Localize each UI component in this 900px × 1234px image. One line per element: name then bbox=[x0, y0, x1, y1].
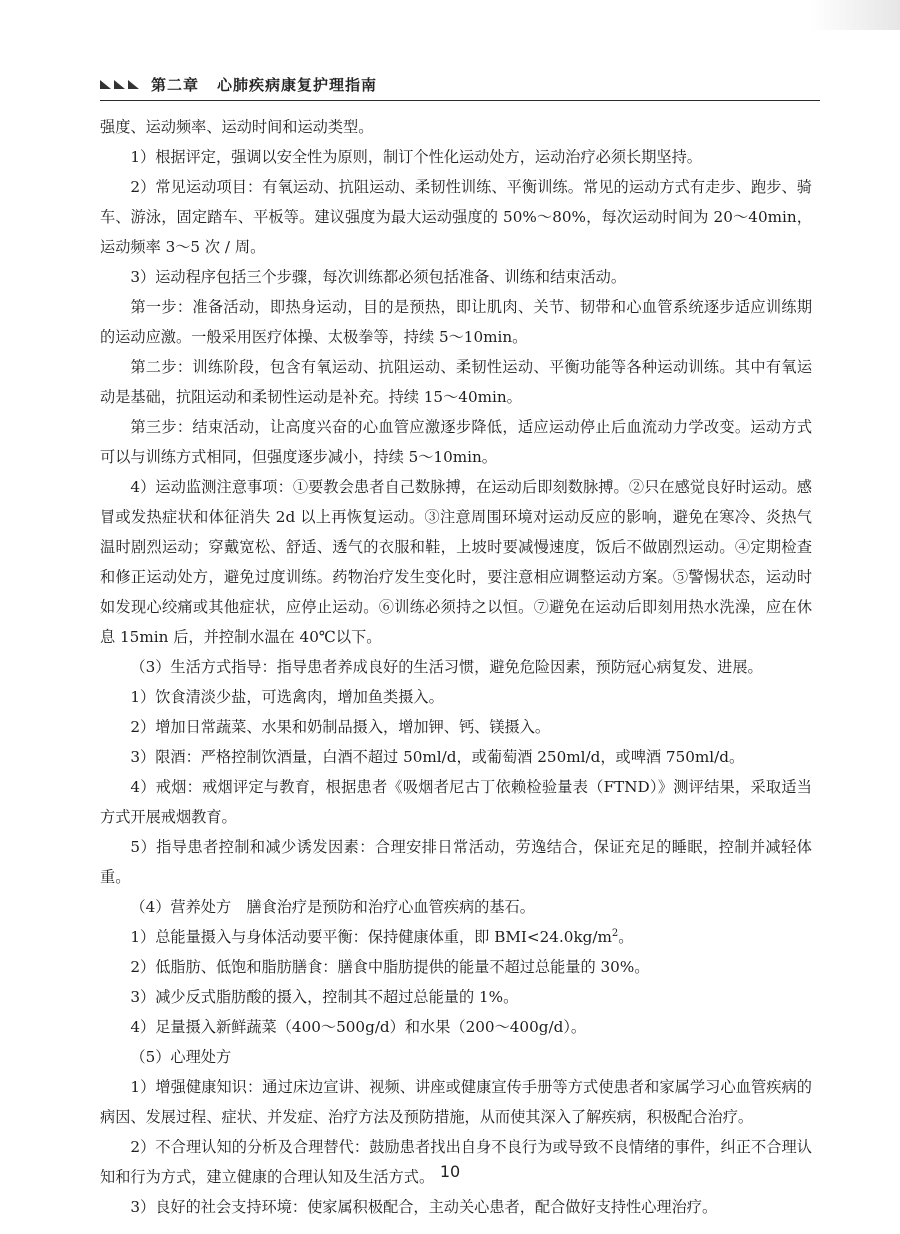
header-rule bbox=[100, 100, 820, 101]
bmi-superscript: 2 bbox=[611, 927, 619, 939]
page-corner-shadow bbox=[810, 0, 900, 30]
book-title: 心肺疾病康复护理指南 bbox=[217, 75, 378, 94]
paragraph: 第一步：准备活动，即热身运动，目的是预热，即让肌肉、关节、韧带和心血管系统逐步适应训练期的运动应激。一般采用医疗体操、太极拳等，持续 5～10min。 bbox=[100, 298, 812, 346]
paragraph: 3）限酒：严格控制饮酒量，白酒不超过 50ml/d，或葡萄酒 250ml/d，或啤酒 750ml/d。 bbox=[130, 748, 745, 766]
paragraph: （4）营养处方 膳食治疗是预防和治疗心血管疾病的基石。 bbox=[130, 898, 535, 916]
paragraph: 2）增加日常蔬菜、水果和奶制品摄入，增加钾、钙、镁摄入。 bbox=[130, 718, 551, 736]
paragraph: 5）指导患者控制和减少诱发因素：合理安排日常活动，劳逸结合，保证充足的睡眠，控制并减轻体重。 bbox=[100, 838, 812, 886]
triangle-markers-icon bbox=[100, 80, 139, 89]
bmi-text: 1）总能量摄入与身体活动要平衡：保持健康体重，即 BMI<24.0kg/m bbox=[130, 928, 612, 946]
paragraph-bmi bbox=[100, 922, 812, 952]
paragraph: 第三步：结束活动，让高度兴奋的心血管应激逐步降低，适应运动停止后血流动力学改变。运动方式可以与训练方式相同，但强度逐步减小，持续 5～10min。 bbox=[100, 418, 812, 466]
paragraph: （3）生活方式指导：指导患者养成良好的生活习惯，避免危险因素，预防冠心病复发、进展。 bbox=[130, 658, 763, 676]
paragraph: 3）减少反式脂肪酸的摄入，控制其不超过总能量的 1%。 bbox=[130, 988, 519, 1006]
paragraph: 2）常见运动项目：有氧运动、抗阻运动、柔韧性训练、平衡训练。常见的运动方式有走步、跑步、骑车、游泳，固定踏车、平板等。建议强度为最大运动强度的 50%～80%，每次运动时间为 20～40min，运动频率 3～5 次 / 周。 bbox=[100, 178, 812, 256]
paragraph: （5）心理处方 bbox=[130, 1048, 232, 1066]
page-number: 10 bbox=[439, 1162, 461, 1181]
paragraph: 4）戒烟：戒烟评定与教育，根据患者《吸烟者尼古丁依赖检验量表（FTND）》测评结果，采取适当方式开展戒烟教育。 bbox=[100, 778, 812, 826]
chapter-label: 第二章 bbox=[151, 75, 200, 94]
bmi-suffix: 。 bbox=[618, 928, 634, 946]
paragraph: 4）足量摄入新鲜蔬菜（400～500g/d）和水果（200～400g/d）。 bbox=[130, 1018, 587, 1036]
paragraph: 1）增强健康知识：通过床边宣讲、视频、讲座或健康宣传手册等方式使患者和家属学习心血管疾病的病因、发展过程、症状、并发症、治疗方法及预防措施，从而使其深入了解疾病，积极配合治疗。 bbox=[100, 1078, 812, 1126]
paragraph: 3）运动程序包括三个步骤，每次训练都必须包括准备、训练和结束活动。 bbox=[130, 268, 627, 286]
paragraph: 2）低脂肪、低饱和脂肪膳食：膳食中脂肪提供的能量不超过总能量的 30%。 bbox=[130, 958, 650, 976]
paragraph: 1）根据评定，强调以安全性为原则，制订个性化运动处方，运动治疗必须长期坚持。 bbox=[130, 148, 702, 166]
paragraph: 4）运动监测注意事项：①要教会患者自己数脉搏，在运动后即刻数脉搏。②只在感觉良好时运动。感冒或发热症状和体征消失 2d 以上再恢复运动。③注意周围环境对运动反应的影响，避免在寒冷、炎热气温时剧烈运动；穿戴宽松、舒适、透气的衣服和鞋，上坡时要减慢速度，饭后不做剧烈运动。④定期检查和修正运动处方，避免过度训练。药物治疗发生变化时，要注意相应调整运动方案。⑤警惕状态，运动时如发现心绞痛或其他症状，应停止运动。⑥训练必须持之以恒。⑦避免在运动后即刻用热水洗澡，应在休息 15min 后，并控制水温在 40℃以下。 bbox=[100, 478, 812, 646]
paragraph: 强度、运动频率、运动时间和运动类型。 bbox=[100, 118, 374, 136]
paragraph: 第二步：训练阶段，包含有氧运动、抗阻运动、柔韧性运动、平衡功能等各种运动训练。其中有氧运动是基础，抗阻运动和柔韧性运动是补充。持续 15～40min。 bbox=[100, 358, 812, 406]
paragraph: 3）良好的社会支持环境：使家属积极配合，主动关心患者，配合做好支持性心理治疗。 bbox=[130, 1198, 718, 1216]
paragraph: 1）饮食清淡少盐，可选禽肉，增加鱼类摄入。 bbox=[130, 688, 444, 706]
body-text bbox=[100, 112, 812, 1222]
running-header bbox=[100, 70, 820, 98]
paragraph: 2）不合理认知的分析及合理替代：鼓励患者找出自身不良行为或导致不良情绪的事件，纠正不合理认知和行为方式，建立健康的合理认知及生活方式。 bbox=[100, 1138, 812, 1186]
